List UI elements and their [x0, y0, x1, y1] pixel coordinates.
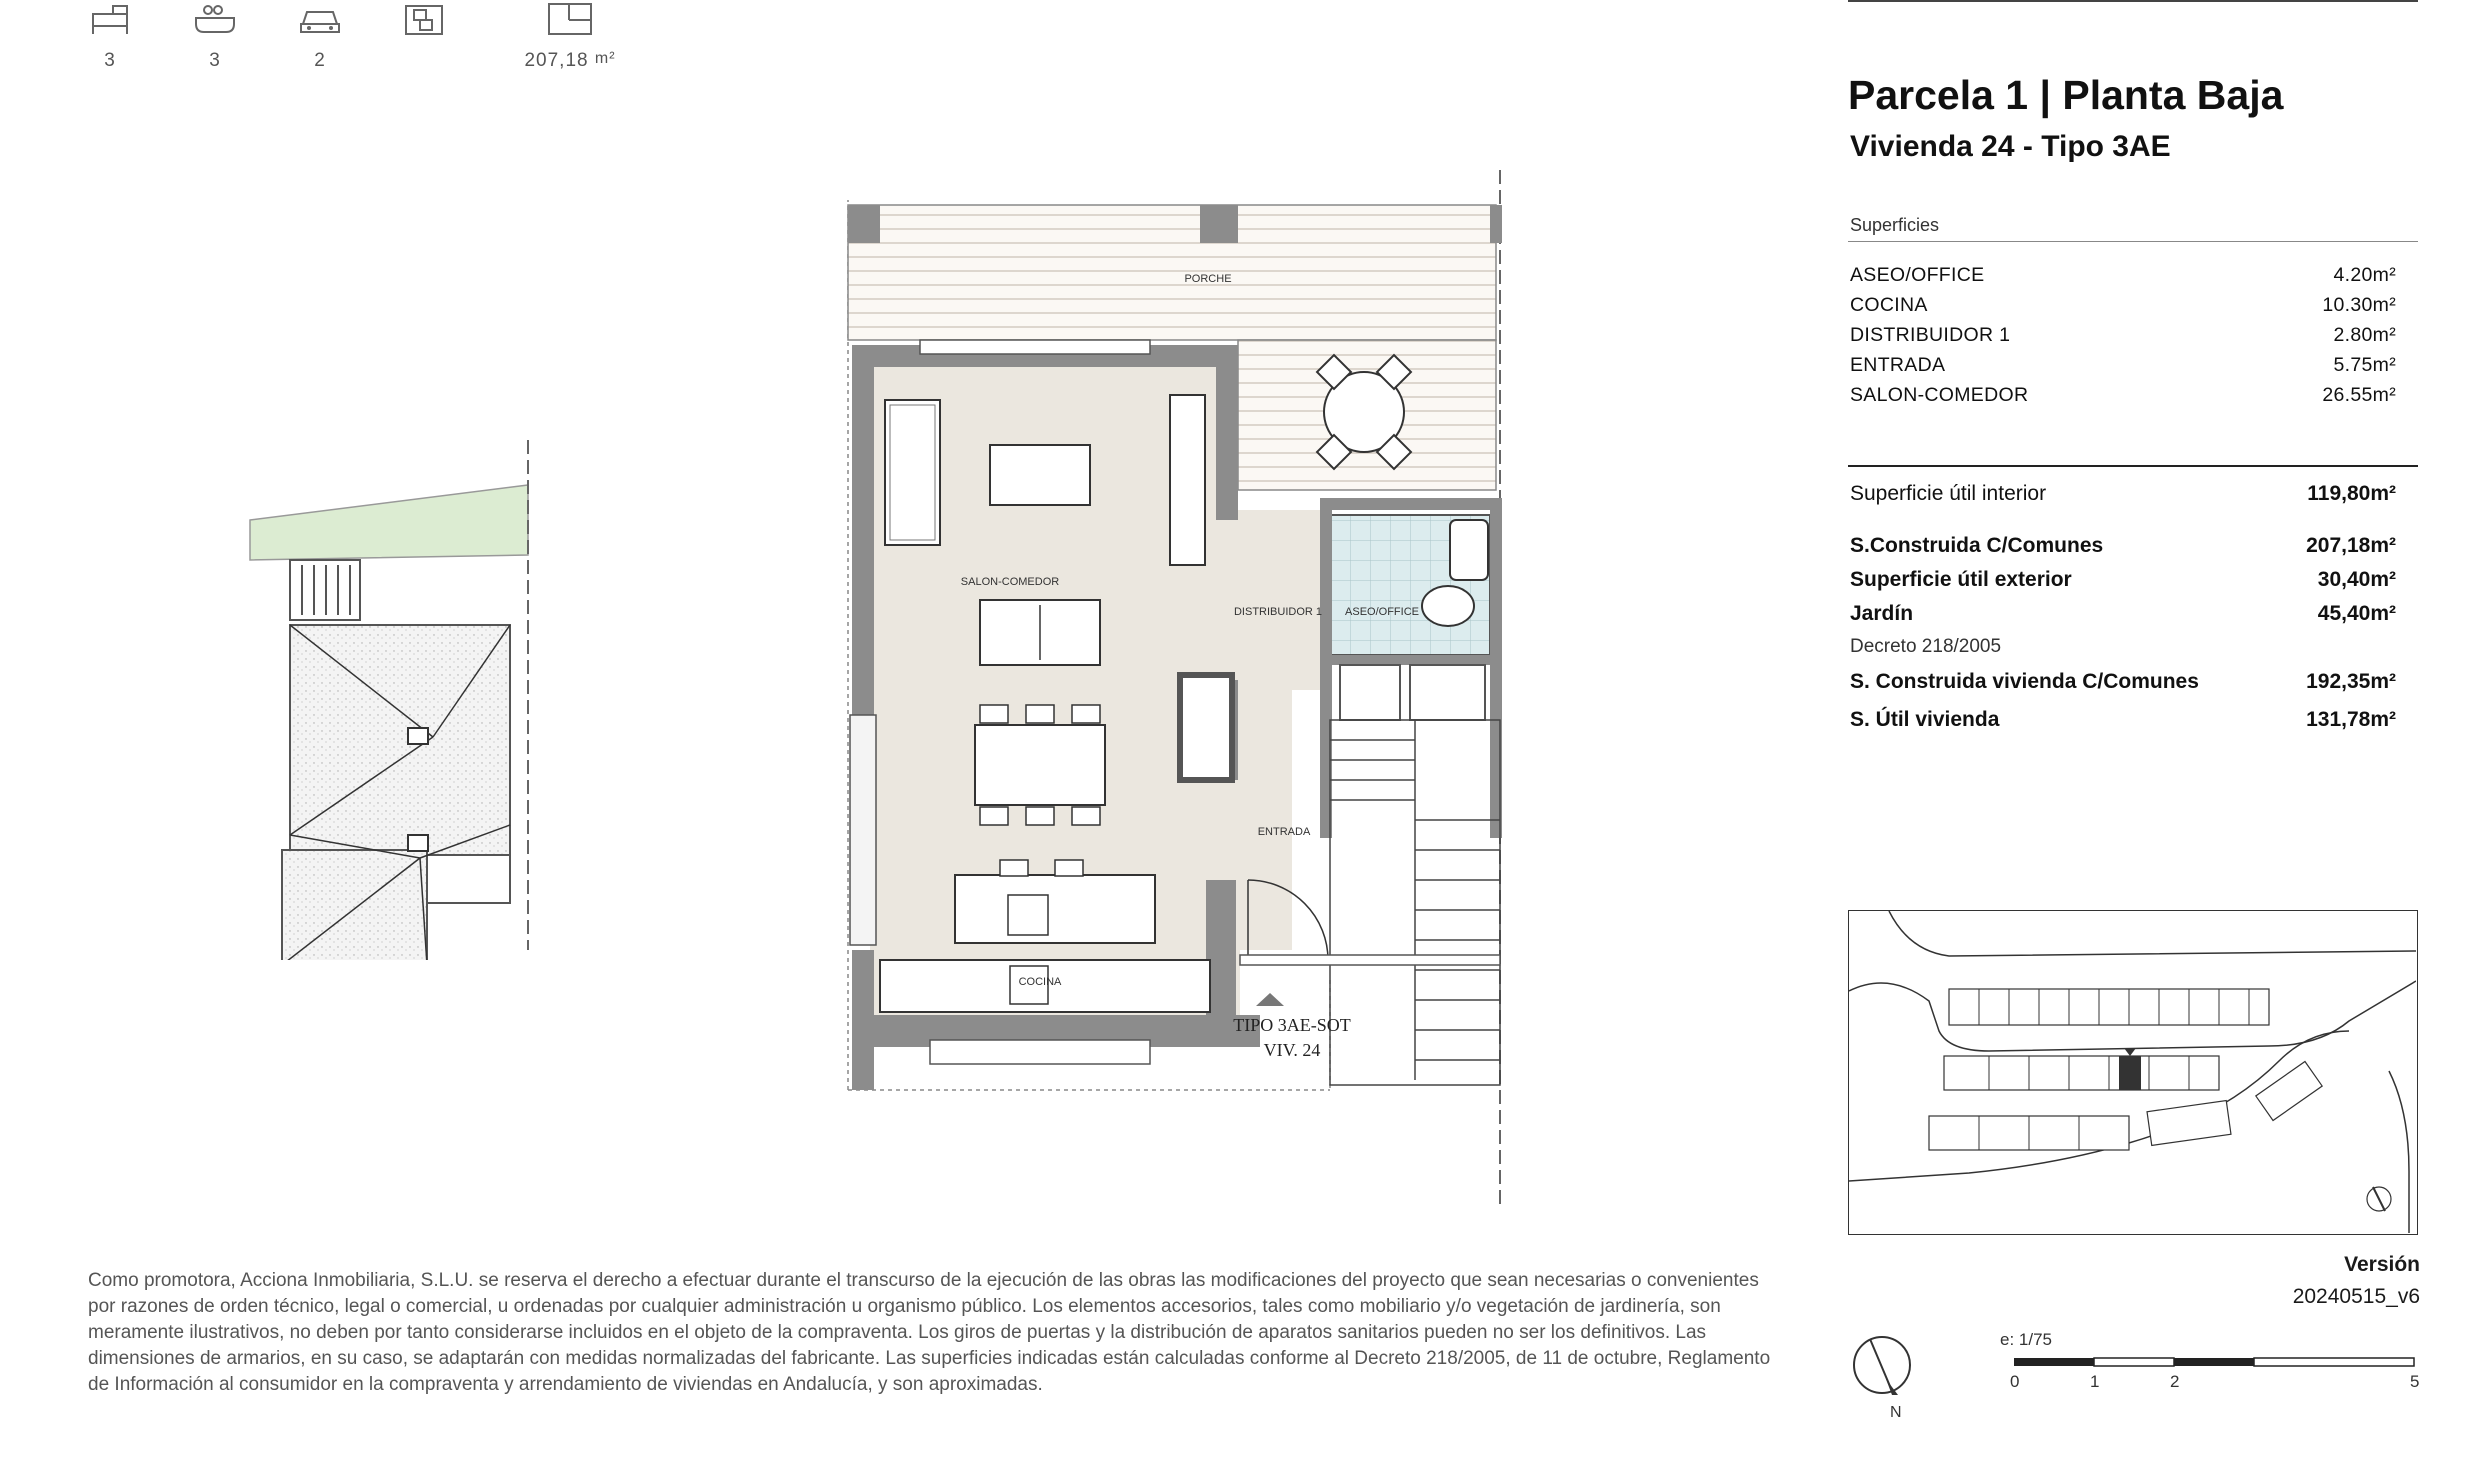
tv-unit — [1170, 395, 1205, 565]
superficies-rule — [1848, 241, 2418, 242]
scale-graphic — [2000, 1354, 2420, 1372]
label-aseo: ASEO/OFFICE — [1345, 606, 1419, 618]
site-map — [1849, 911, 2416, 1233]
floor-plan — [830, 160, 1530, 1220]
scale-label: e: 1/75 — [2000, 1330, 2052, 1349]
dining-table — [975, 725, 1105, 805]
area-stat — [500, 0, 640, 72]
north-label: N — [1890, 1404, 1902, 1421]
summary-row: Jardín 45,40m² — [1850, 602, 2396, 625]
coffee-table — [990, 445, 1090, 505]
scale-bar — [2000, 1330, 2420, 1390]
car-icon — [295, 0, 345, 38]
label-cocina: COCINA — [1018, 976, 1062, 988]
storage-icon — [400, 0, 450, 38]
storage-stat — [390, 0, 460, 38]
highlighted-unit — [2119, 1056, 2141, 1090]
room-row: ASEO/OFFICE 4.20m² — [1850, 264, 2396, 286]
roof-plan — [240, 440, 540, 960]
bathtub-icon — [190, 0, 240, 38]
parking-stat — [285, 0, 355, 72]
sink-icon — [1450, 520, 1488, 580]
summary-rule — [1848, 465, 2418, 467]
total-area: 207,18 $^{m^2}$ — [524, 50, 616, 71]
legal-disclaimer: Como promotora, Acciona Inmobiliaria, S.L.U. se reserva el derecho a efectuar durante el transcurso de la ejecución de las obras las modificaciones del proyecto que sean necesarias o convenientes por razones de orden técnico, legal o comercial, u ordenadas por cualquier administración u organismo público. Los elementos accesorios, tales como mobiliario y/o vegetación de jardinería, son meramente ilustrativos, no deben por tanto considerarse incluidos en el objeto de la compraventa. Los giros de puertas y la distribución de aparatos sanitarios pueden no ser los definitivos. Las dimensiones de armarios, en su caso, se adaptarán con medidas normalizadas del fabricante. Las superficies indicadas están calculadas conforme al Decreto 218/2005, de 11 de octubre, Reglamento de Información al consumidor en la compraventa y arrendamiento de viviendas en Andalucía, y son aproximadas. — [88, 1270, 1771, 1395]
summary-row: Superficie útil interior 119,80m² — [1850, 482, 2396, 505]
compass-icon — [2367, 1187, 2391, 1211]
label-entrada: ENTRADA — [1257, 826, 1311, 838]
fireplace — [1180, 675, 1232, 780]
label-tipo: TIPO 3AE-SOT — [1233, 1015, 1351, 1035]
bathrooms-stat — [180, 0, 250, 72]
unit-marker-icon — [2124, 1048, 2136, 1056]
label-salon: SALON-COMEDOR — [960, 576, 1060, 588]
room-row: COCINA 10.30m² — [1850, 294, 2396, 316]
version-label: Versión — [2344, 1253, 2420, 1276]
bed-icon — [85, 0, 135, 38]
label-viv: VIV. 24 — [1263, 1040, 1321, 1060]
label-porche: PORCHE — [1184, 273, 1232, 285]
garden-area — [250, 485, 528, 560]
scale-ticks: 0 1 2 5 — [2010, 1372, 2420, 1391]
parking-count: 2 — [314, 50, 326, 71]
room-row: ENTRADA 5.75m² — [1850, 354, 2396, 376]
summary-row: S. Útil vivienda 131,78m² — [1850, 708, 2396, 731]
summary-row: S.Construida C/Comunes 207,18m² — [1850, 534, 2396, 557]
room-areas-list — [1850, 264, 2396, 414]
room-row: SALON-COMEDOR 26.55m² — [1850, 384, 2396, 406]
property-stats — [70, 0, 616, 90]
staircase — [1330, 720, 1500, 1085]
location-map — [1848, 910, 2418, 1235]
floorplan-icon — [545, 0, 595, 38]
north-arrow-icon — [1842, 1325, 1922, 1425]
label-distribuidor: DISTRIBUIDOR 1 — [1233, 606, 1323, 618]
superficies-heading: Superficies — [1850, 215, 1940, 235]
sofa — [885, 400, 940, 545]
summary-row: Decreto 218/2005 — [1850, 636, 2002, 657]
summary-row: Superficie útil exterior 30,40m² — [1850, 568, 2396, 591]
toilet-icon — [1422, 586, 1474, 626]
page-title: Parcela 1 | Planta Baja — [1848, 72, 2284, 118]
page-subtitle: Vivienda 24 - Tipo 3AE — [1850, 130, 2171, 163]
bathrooms-count: 3 — [209, 50, 221, 71]
version-value: 20240515_v6 — [2292, 1285, 2420, 1308]
area-summary — [1850, 482, 2396, 742]
room-row: DISTRIBUIDOR 1 2.80m² — [1850, 324, 2396, 346]
kitchen-island — [955, 875, 1155, 943]
bedrooms-stat — [75, 0, 145, 72]
porch — [848, 205, 1496, 340]
roof-surface — [290, 625, 510, 855]
summary-row: S. Construida vivienda C/Comunes 192,35m² — [1850, 670, 2396, 693]
title-rule — [1848, 0, 2418, 2]
entry-arrow-icon — [1256, 993, 1284, 1006]
bedrooms-count: 3 — [104, 50, 116, 71]
